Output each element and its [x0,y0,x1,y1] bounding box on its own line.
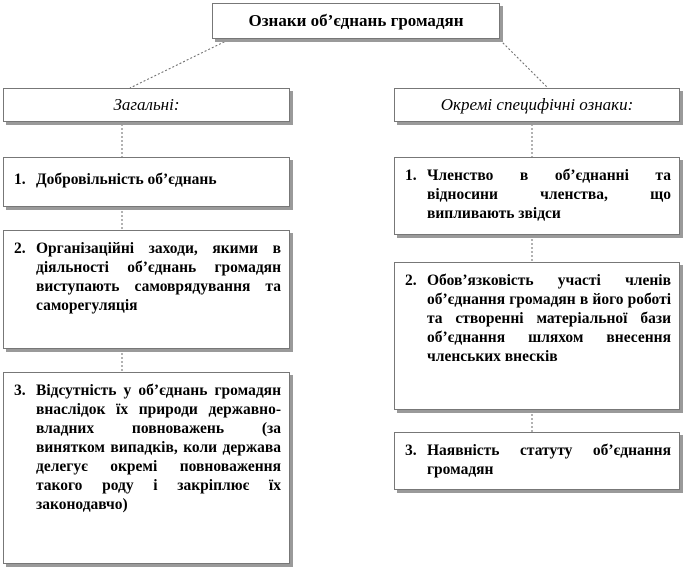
connector-title-left [130,40,228,88]
right-item-1 [394,157,680,235]
right-item-1-text: Членство в об’єднанні та відносини членства, що випливають звідси [427,167,671,222]
right-item-1-number: 1. [405,167,417,184]
right-item-3-number: 3. [405,442,417,459]
diagram-title-text: Ознаки об’єднань громадян [248,11,464,30]
left-item-1-number: 1. [14,171,26,188]
left-item-2 [3,230,290,349]
diagram-title [212,3,500,39]
right-item-2-number: 2. [405,272,417,289]
left-item-2-number: 2. [14,240,26,257]
left-item-3-text: Відсутність у об’єднань громадян внаслідок їх природи державно-владних повноважень (за винятком випадків, коли держава делегує окремі повноваження такого роду і закріплює їх законодавчо) [36,382,281,513]
left-item-2-text: Організаційні заходи, якими в діяльності об’єднань громадян виступають самоврядування та саморегуляція [36,240,281,314]
left-item-3 [3,372,290,564]
right-item-2 [394,262,680,410]
left-item-3-number: 3. [14,382,26,399]
right-item-2-text: Обов’язковість участі членів об’єднання громадян в його роботі та створенні матеріальної бази об’єднання шляхом внесення членських внесків [427,272,671,365]
connector-title-right [500,40,548,88]
left-item-1-text: Добровільність об’єднань [36,171,217,188]
right-item-3 [394,432,680,490]
left-heading [3,88,290,122]
right-heading-text: Окремі специфічні ознаки: [440,95,634,114]
right-item-3-text: Наявність статуту об’єднання громадян [427,442,671,478]
right-heading [394,88,680,122]
left-heading-text: Загальні: [113,95,180,114]
left-item-1 [3,157,290,207]
